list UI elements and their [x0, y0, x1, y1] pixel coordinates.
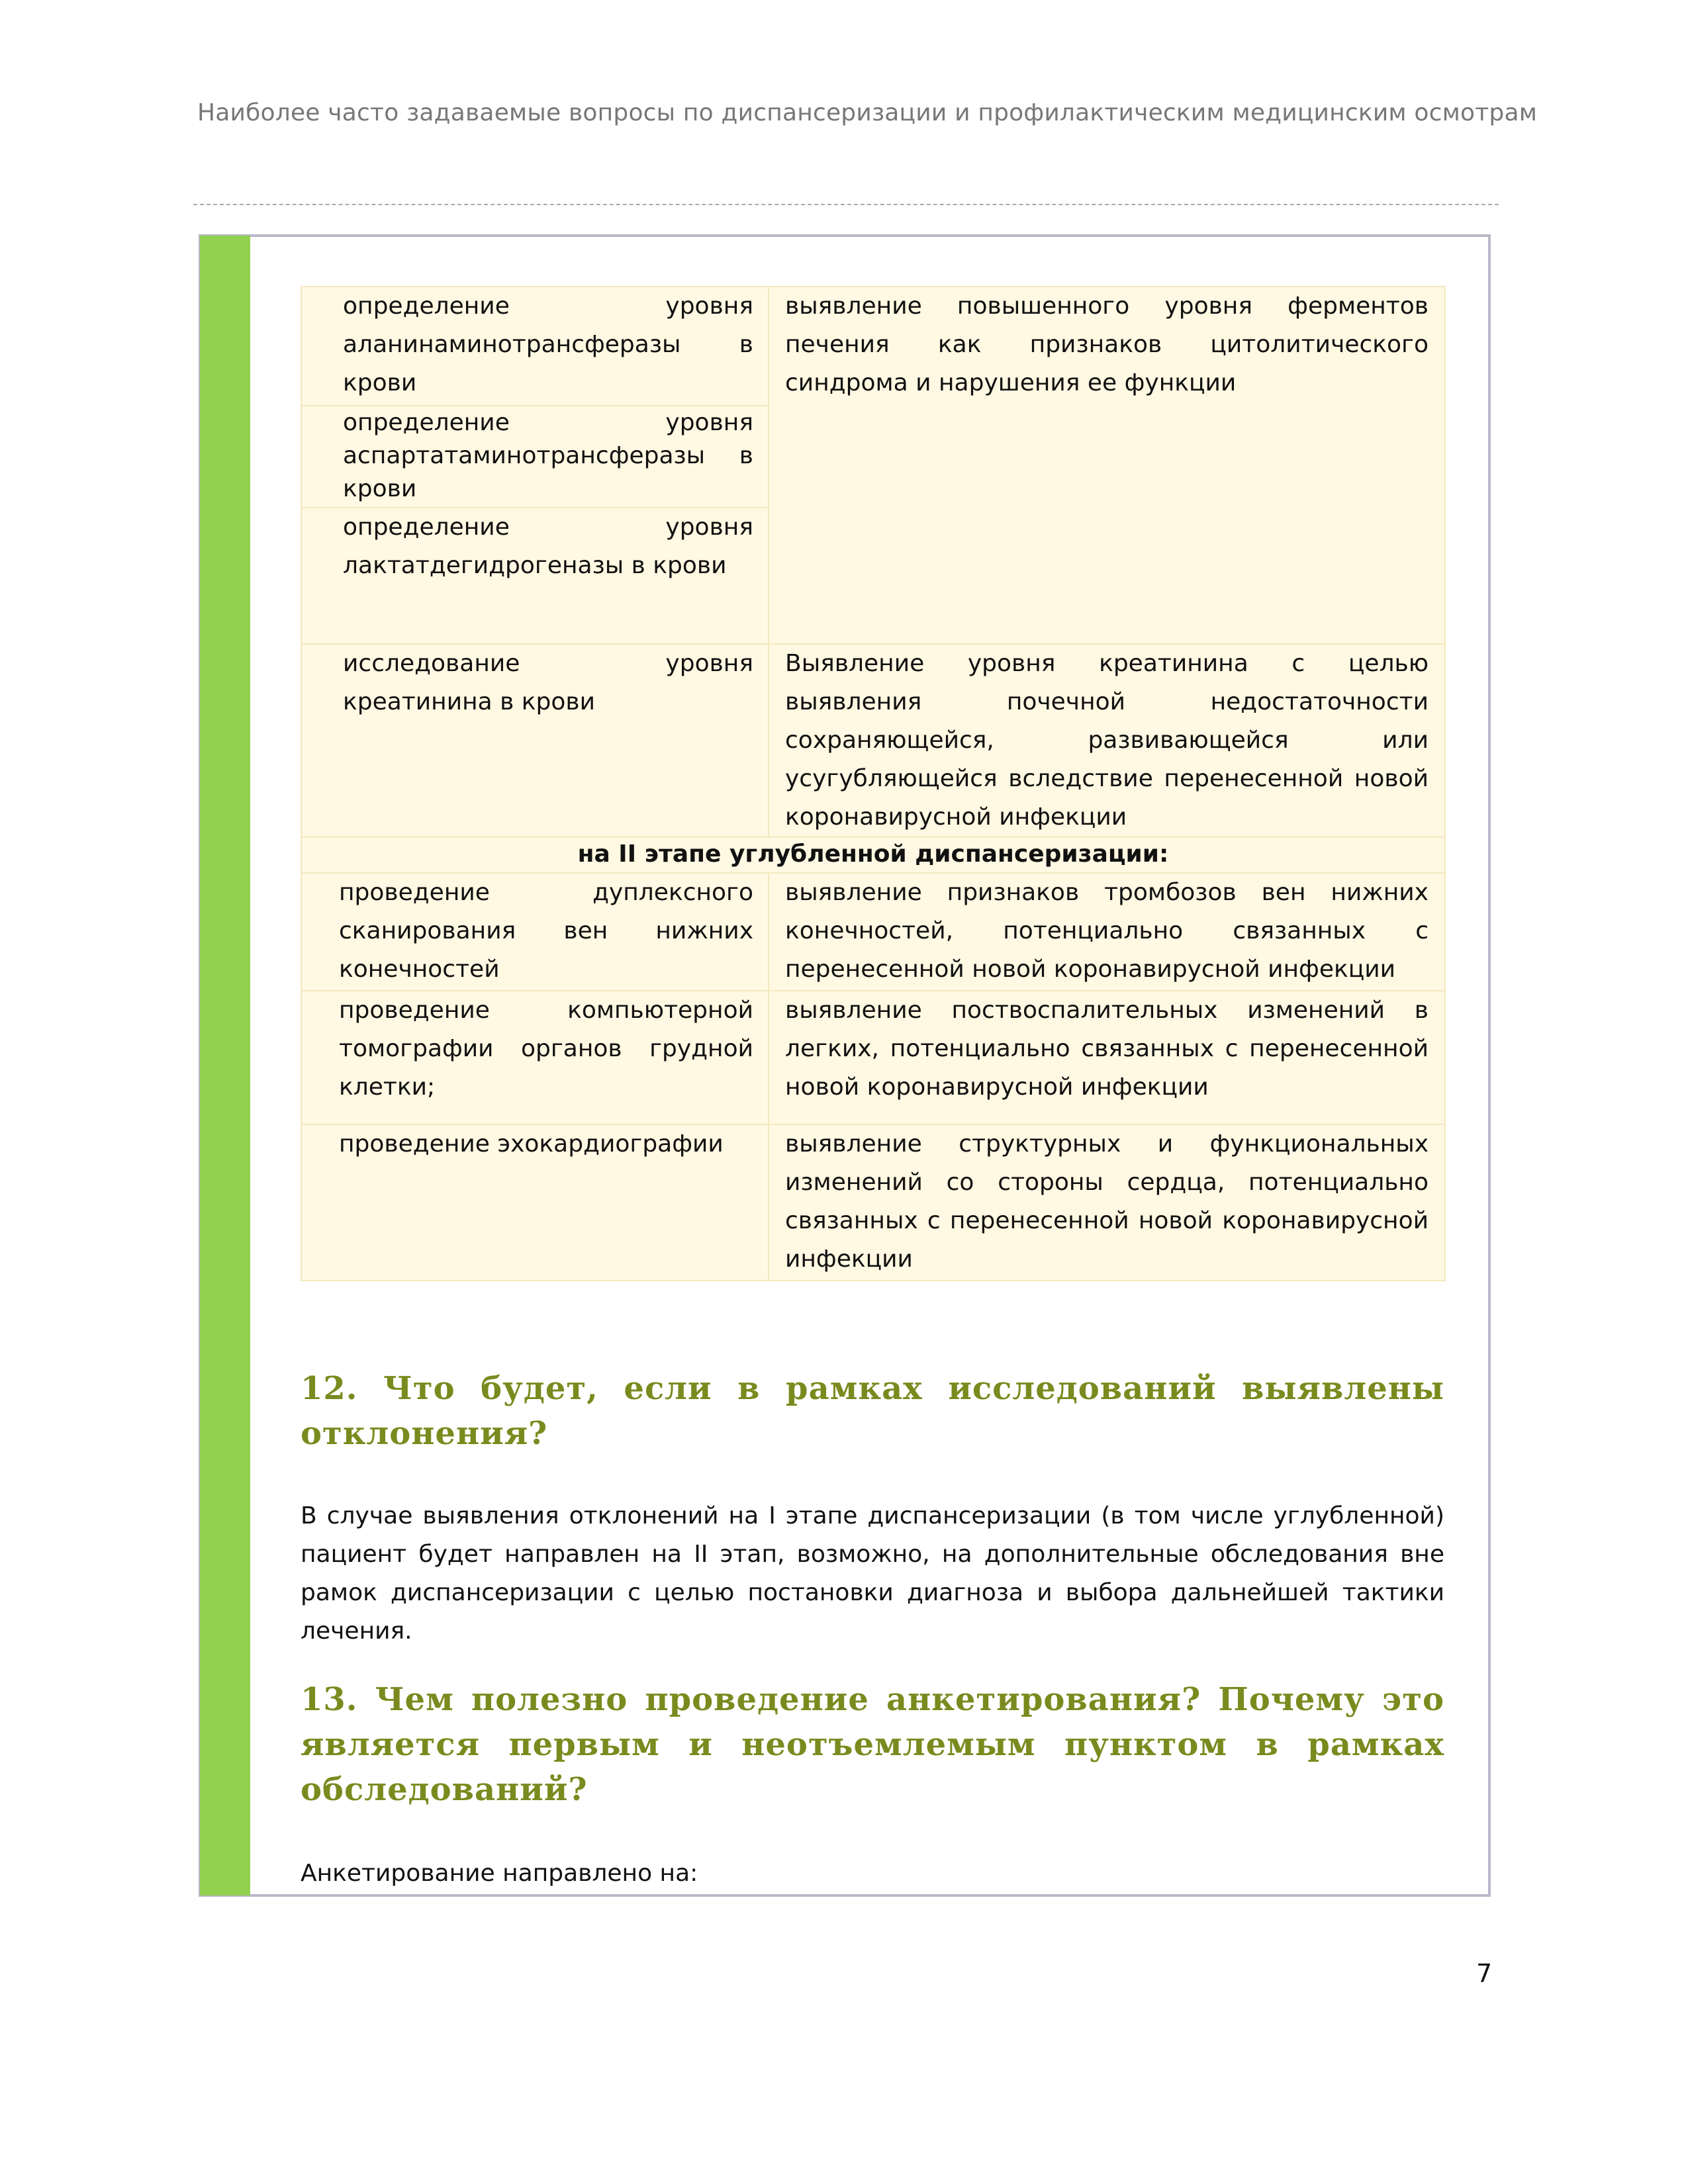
- table-cell-test: проведение дуплексного сканирования вен нижних конечностей: [301, 873, 769, 991]
- table-cell-test: проведение компьютерной томографии органов грудной клетки;: [301, 991, 769, 1124]
- table-cell-test: определение уровня аспартатаминотрансферазы в крови: [301, 406, 769, 508]
- table-cell-test: определение уровня лактатдегидрогеназы в крови: [301, 508, 769, 644]
- table-row: [301, 1124, 1445, 1281]
- table-cell-purpose: выявление структурных и функциональных изменений со стороны сердца, потенциально связанных с перенесенной новой коронавирусной инфекции: [769, 1124, 1445, 1281]
- table-row: [301, 991, 1445, 1124]
- examinations-table: [301, 286, 1446, 1281]
- table-cell-test: исследование уровня креатинина в крови: [301, 644, 769, 837]
- table-cell-purpose: выявление поствоспалительных изменений в легких, потенциально связанных с перенесенной новой коронавирусной инфекции: [769, 991, 1445, 1124]
- section-body: Анкетирование направлено на:: [301, 1860, 698, 1887]
- section-heading: 12. Что будет, если в рамках исследований выявлены отклонения?: [301, 1370, 1444, 1452]
- section-body: В случае выявления отклонений на I этапе диспансеризации (в том числе углубленной) пациент будет направлен на II этап, возможно, на дополнительные обследования вне рамок диспансеризации с целью постановки диагноза и выбора дальнейшей тактики лечения.: [301, 1502, 1444, 1645]
- table-cell-test: определение уровня аланинаминотрансферазы в крови: [301, 287, 769, 406]
- section-heading: 13. Чем полезно проведение анкетирования? Почему это является первым и неотъемлемым пунктом в рамках обследований?: [301, 1681, 1444, 1808]
- table-row: [301, 873, 1445, 991]
- table-row: [301, 287, 1445, 406]
- table-cell-purpose: Выявление уровня креатинина с целью выявления почечной недостаточности сохраняющейся, развивающейся или усугубляющейся вследствие перенесенной новой коронавирусной инфекции: [769, 644, 1445, 837]
- table-cell-purpose: выявление повышенного уровня ферментов печения как признаков цитолитического синдрома и нарушения ее функции: [769, 287, 1445, 644]
- table-cell-test: проведение эхокардиографии: [301, 1124, 769, 1281]
- header-divider: [193, 204, 1499, 205]
- table-row: [301, 837, 1445, 873]
- table-subheading: на II этапе углубленной диспансеризации:: [301, 837, 1445, 873]
- page-content: [301, 286, 1444, 1893]
- running-header: Наиболее часто задаваемые вопросы по диспансеризации и профилактическим медицинским осмотрам: [197, 99, 1538, 126]
- page-number: 7: [1476, 1959, 1493, 1988]
- table-cell-purpose: выявление признаков тромбозов вен нижних конечностей, потенциально связанных с перенесенной новой коронавирусной инфекции: [769, 873, 1445, 991]
- accent-sidebar-bar: [200, 236, 250, 1895]
- table-row: [301, 644, 1445, 837]
